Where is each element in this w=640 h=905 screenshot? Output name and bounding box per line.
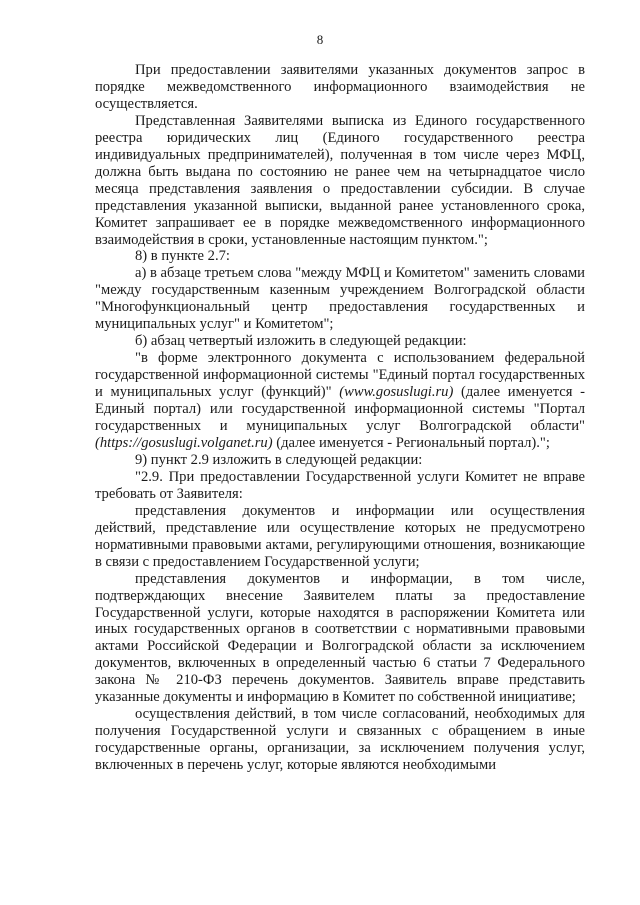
paragraph-text: а) в абзаце третьем слова "между МФЦ и Комитетом" заменить словами "между государственным казенным учреждением Волгоградской области "Многофункциональный центр предоставления государственных и муниципальных услуг" и Комитетом"; [95,265,585,333]
paragraph-text: 9) пункт 2.9 изложить в следующей редакции: [135,451,423,468]
document-body [95,62,585,774]
paragraph-text: б) абзац четвертый изложить в следующей редакции: [135,333,467,350]
paragraph [95,350,585,452]
paragraph [95,265,585,333]
paragraph [95,706,585,774]
paragraph-text: При предоставлении заявителями указанных документов запрос в порядке межведомственного информационного взаимодействия не осуществляется. [95,62,585,112]
paragraph [95,571,585,707]
paragraph [95,248,585,265]
paragraph-text: представления документов и информации, в том числе, подтверждающих внесение Заявителем платы за предоставление Государственной услуги, которые находятся в распоряжении Комитета или иных государственных органов в соответствии с нормативными правовыми актами Российской Федерации и Волгоградской области за исключением документов, включенных в определенный частью 6 статьи 7 Федерального закона № 210-ФЗ перечень документов. Заявитель вправе представить указанные документы и информацию в Комитет по собственной инициативе; [95,570,585,706]
paragraph-text: осуществления действий, в том числе согласований, необходимых для получения Государственной услуги и связанных с обращением в иные государственные органы, организации, за исключением получения услуг, включенных в перечень услуг, которые являются необходимыми [95,706,585,774]
paragraph-text: (далее именуется - Единый портал) или государственной информационной системы "Портал государственных и муниципальных услуг Волгоградской области" [95,384,585,435]
paragraph-text: (далее именуется - Региональный портал)."; [272,434,550,451]
paragraph [95,452,585,469]
paragraph [95,62,585,113]
paragraph [95,113,585,249]
url-text: (https://gosuslugi.volganet.ru) [95,434,273,451]
url-text: (www.gosuslugi.ru) [339,384,454,401]
page-number: 8 [316,32,324,47]
paragraph-text: "в форме электронного документа с использованием федеральной государственной информационной системы "Единый портал государственных и муниципальных услуг (функций)" [95,350,585,401]
paragraph-text: 8) в пункте 2.7: [135,248,230,265]
paragraph-text: Представленная Заявителями выписка из Единого государственного реестра юридических лиц (Единого государственного реестра индивидуальных предпринимателей), полученная в том числе через МФЦ, должна быть выдана по состоянию не ранее чем на четырнадцатое число месяца представления заявления о предоставлении субсидии. В случае представления указанной выписки, выданной ранее установленного срока, Комитет запрашивает ее в порядке межведомственного информационного взаимодействия в сроки, установленные настоящим пунктом."; [95,112,585,248]
paragraph-text: "2.9. При предоставлении Государственной услуги Комитет не вправе требовать от Заявителя: [95,468,585,502]
paragraph-text: представления документов и информации или осуществления действий, представление или осуществление которых не предусмотрено нормативными правовыми актами, регулирующими отношения, возникающие в связи с предоставлением Государственной услуги; [95,502,585,570]
paragraph [95,503,585,571]
paragraph [95,333,585,350]
paragraph [95,469,585,503]
